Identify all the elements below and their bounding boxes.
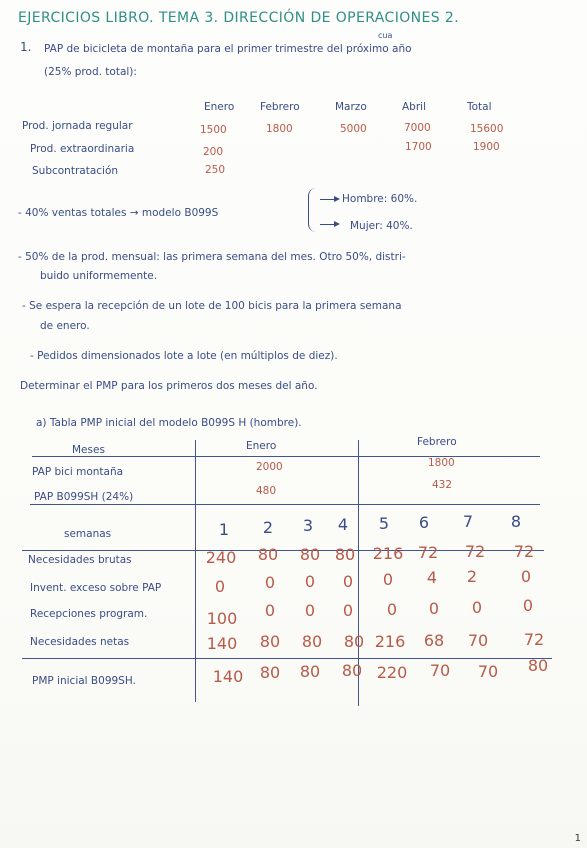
pmp-cell: 68 — [423, 631, 445, 650]
pmp-row-label: PAP B099SH (24%) — [34, 491, 134, 503]
pmp-cell: 140 — [212, 667, 244, 686]
page-title: EJERCICIOS LIBRO. TEMA 3. DIRECCIÓN DE OPERACIONES 2. — [18, 10, 460, 26]
pmp-weeks-label: semanas — [64, 528, 112, 540]
pmp-cell: 80 — [527, 656, 549, 675]
pmp-row-label: PAP bici montaña — [32, 466, 124, 478]
prod-cell: 1900 — [473, 141, 500, 153]
pmp-cell: 80 — [257, 545, 279, 564]
prod-header-febrero: Febrero — [260, 101, 300, 113]
pmp-month-header: Meses — [72, 444, 105, 456]
week-header: 4 — [337, 515, 349, 534]
pmp-cell: 2 — [466, 567, 478, 586]
pmp-cell: 0 — [214, 577, 226, 596]
pmp-cell: 0 — [342, 601, 354, 620]
pmp-cell: 80 — [259, 632, 281, 651]
prod-header-total: Total — [467, 101, 492, 113]
week-header: 2 — [262, 518, 274, 537]
pmp-cell: 70 — [477, 662, 499, 681]
note-mujer: Mujer: 40%. — [350, 220, 413, 232]
pmp-cell: 140 — [206, 634, 238, 653]
pmp-cell: 80 — [343, 632, 365, 651]
table-line — [30, 504, 540, 505]
pmp-cell: 0 — [386, 600, 398, 619]
statement-superscript: cua — [378, 31, 393, 40]
week-header: 5 — [378, 514, 390, 533]
pmp-cell: 72 — [417, 543, 439, 562]
prod-cell: 1700 — [405, 141, 432, 153]
note-hombre: Hombre: 60%. — [342, 193, 418, 205]
pmp-cell: 70 — [467, 631, 489, 650]
pmp-cell: 80 — [301, 632, 323, 651]
pmp-cell: 72 — [513, 542, 535, 561]
pmp-cell: 0 — [264, 573, 276, 592]
pmp-cell: 480 — [256, 485, 277, 497]
prod-cell: 5000 — [340, 123, 367, 135]
week-header: 8 — [510, 512, 522, 531]
pmp-cell: 0 — [342, 572, 354, 591]
pmp-cell: 216 — [374, 632, 406, 651]
pmp-row-label: Recepciones program. — [30, 608, 148, 620]
pmp-cell: 80 — [299, 662, 321, 681]
prod-cell: 250 — [205, 164, 226, 176]
pmp-cell: 4 — [426, 568, 438, 587]
prod-header-abril: Abril — [402, 101, 426, 113]
question: Determinar el PMP para los primeros dos meses del año. — [20, 380, 318, 392]
pmp-month-enero: Enero — [246, 440, 277, 452]
prod-cell: 15600 — [470, 123, 504, 135]
statement-line-2: (25% prod. total): — [44, 66, 137, 78]
week-header: 7 — [462, 512, 474, 531]
pmp-cell: 0 — [520, 567, 532, 586]
prod-row-label: Prod. jornada regular — [22, 120, 133, 132]
note-production-split-1: - 50% de la prod. mensual: las primera semana del mes. Otro 50%, distri- — [18, 251, 406, 263]
pmp-cell: 2000 — [256, 461, 283, 473]
prod-row-label: Subcontratación — [32, 165, 119, 177]
pmp-cell: 100 — [206, 609, 238, 628]
prod-cell: 1800 — [266, 123, 293, 135]
brace-icon — [308, 188, 319, 232]
note-lot-sizing: - Pedidos dimensionados lote a lote (en múltiplos de diez). — [30, 350, 338, 362]
pmp-cell: 216 — [372, 544, 404, 563]
prod-header-marzo: Marzo — [335, 101, 367, 113]
pmp-cell: 80 — [299, 545, 321, 564]
week-header: 3 — [302, 516, 314, 535]
pmp-row-label: Invent. exceso sobre PAP — [30, 582, 162, 594]
week-header: 6 — [418, 513, 430, 532]
statement-line-1: PAP de bicicleta de montaña para el primer trimestre del próximo año — [44, 43, 412, 55]
pmp-cell: 1800 — [428, 457, 455, 469]
prod-cell: 200 — [203, 146, 224, 158]
note-reception-1: - Se espera la recepción de un lote de 100 bicis para la primera semana — [22, 300, 402, 312]
table-line — [32, 456, 540, 457]
pmp-cell: 240 — [205, 548, 237, 567]
note-sales-split: - 40% ventas totales → modelo B099S — [18, 207, 219, 219]
pmp-cell: 70 — [429, 661, 451, 680]
pmp-cell: 0 — [471, 598, 483, 617]
pmp-cell: 0 — [304, 601, 316, 620]
page-number: 1 — [574, 833, 581, 844]
week-header: 1 — [218, 520, 230, 539]
pmp-row-label: Necesidades brutas — [28, 554, 132, 566]
pmp-cell: 0 — [428, 599, 440, 618]
pmp-cell: 0 — [522, 596, 534, 615]
prod-header-enero: Enero — [204, 101, 235, 113]
pmp-cell: 0 — [264, 601, 276, 620]
part-a-title: a) Tabla PMP inicial del modelo B099S H (hombre). — [36, 417, 302, 429]
table-line — [195, 440, 196, 702]
pmp-cell: 72 — [464, 542, 486, 561]
pmp-cell: 432 — [432, 479, 453, 491]
prod-row-label: Prod. extraordinaria — [30, 143, 135, 155]
pmp-cell: 80 — [334, 545, 356, 564]
note-reception-2: de enero. — [40, 320, 90, 332]
prod-cell: 1500 — [200, 124, 227, 136]
table-line — [22, 658, 552, 659]
pmp-row-label: Necesidades netas — [30, 636, 130, 648]
pmp-final-row-label: PMP inicial B099SH. — [32, 675, 136, 687]
pmp-cell: 0 — [304, 572, 316, 591]
prod-cell: 7000 — [404, 122, 431, 134]
exercise-number: 1. — [20, 40, 32, 54]
note-production-split-2: buido uniformemente. — [40, 270, 158, 282]
arrow-icon — [320, 224, 338, 225]
pmp-month-febrero: Febrero — [417, 436, 457, 448]
arrow-icon — [320, 199, 338, 200]
pmp-cell: 80 — [341, 661, 363, 680]
pmp-cell: 0 — [382, 570, 394, 589]
pmp-cell: 220 — [376, 663, 408, 682]
pmp-cell: 72 — [523, 630, 545, 649]
pmp-cell: 80 — [259, 663, 281, 682]
